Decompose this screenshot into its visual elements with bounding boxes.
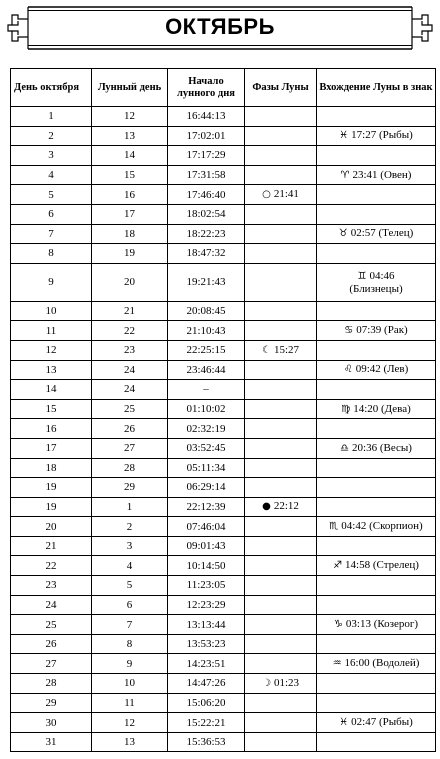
page-title: ОКТЯБРЬ bbox=[165, 14, 275, 39]
cell-sign bbox=[317, 615, 436, 635]
cell-phase bbox=[245, 204, 317, 224]
cell-start: 22:25:15 bbox=[168, 340, 245, 360]
table-row bbox=[11, 340, 436, 360]
cell-lunar-day: 6 bbox=[92, 595, 168, 615]
table-row bbox=[11, 146, 436, 166]
cell-lunar-day: 8 bbox=[92, 634, 168, 654]
table-row bbox=[11, 595, 436, 615]
cell-lunar-day: 1 bbox=[92, 497, 168, 517]
cell-lunar-day: 7 bbox=[92, 615, 168, 635]
cell-phase bbox=[245, 458, 317, 478]
cell-day: 11 bbox=[11, 321, 92, 341]
sign-text: 14:20 (Дева) bbox=[353, 402, 411, 415]
cell-sign bbox=[317, 713, 436, 733]
zodiac-icon: ♏ bbox=[329, 521, 339, 533]
cell-phase bbox=[245, 301, 317, 321]
cell-sign bbox=[317, 185, 436, 205]
cell-lunar-day: 19 bbox=[92, 244, 168, 264]
table-row bbox=[11, 419, 436, 439]
cell-lunar-day: 20 bbox=[92, 263, 168, 301]
cell-sign bbox=[317, 146, 436, 166]
cell-phase bbox=[245, 615, 317, 635]
cell-phase bbox=[245, 732, 317, 752]
phase-time: 15:27 bbox=[273, 343, 300, 356]
table-row bbox=[11, 107, 436, 127]
header-lunar-day: Лунный день bbox=[92, 69, 168, 107]
cell-day: 21 bbox=[11, 536, 92, 556]
cell-day: 1 bbox=[11, 107, 92, 127]
cell-start: 12:23:29 bbox=[168, 595, 245, 615]
cell-start: 14:47:26 bbox=[168, 674, 245, 694]
moon-phase-icon: ○ bbox=[262, 189, 271, 201]
cell-phase bbox=[245, 146, 317, 166]
cell-phase bbox=[245, 517, 317, 537]
sign-text-line2: (Близнецы) bbox=[349, 282, 403, 295]
cell-day: 8 bbox=[11, 244, 92, 264]
table-row bbox=[11, 536, 436, 556]
cell-day: 7 bbox=[11, 224, 92, 244]
cell-phase bbox=[245, 595, 317, 615]
table-row bbox=[11, 517, 436, 537]
cell-start: 15:36:53 bbox=[168, 732, 245, 752]
cell-start: 11:23:05 bbox=[168, 576, 245, 596]
table-row bbox=[11, 693, 436, 713]
cell-day: 20 bbox=[11, 517, 92, 537]
sign-text: 07:39 (Рак) bbox=[356, 324, 408, 337]
cell-start: 02:32:19 bbox=[168, 419, 245, 439]
cell-sign bbox=[317, 165, 436, 185]
table-row bbox=[11, 380, 436, 400]
cell-start: 19:21:43 bbox=[168, 263, 245, 301]
table-row bbox=[11, 185, 436, 205]
cell-day: 14 bbox=[11, 380, 92, 400]
cell-day: 28 bbox=[11, 674, 92, 694]
cell-sign bbox=[317, 556, 436, 576]
table-row bbox=[11, 301, 436, 321]
cell-start: 09:01:43 bbox=[168, 536, 245, 556]
cell-start: 17:31:58 bbox=[168, 165, 245, 185]
zodiac-icon: ♈ bbox=[340, 169, 350, 181]
table-row bbox=[11, 224, 436, 244]
cell-day: 5 bbox=[11, 185, 92, 205]
cell-phase bbox=[245, 634, 317, 654]
cell-day: 23 bbox=[11, 576, 92, 596]
cell-phase bbox=[245, 713, 317, 733]
cell-day: 24 bbox=[11, 595, 92, 615]
phase-time: 22:12 bbox=[273, 500, 299, 513]
cell-phase bbox=[245, 340, 317, 360]
zodiac-icon: ♌ bbox=[343, 364, 353, 376]
cell-sign bbox=[317, 478, 436, 498]
cell-lunar-day: 24 bbox=[92, 380, 168, 400]
sign-text: 04:42 (Скорпион) bbox=[341, 520, 423, 533]
cell-lunar-day: 21 bbox=[92, 301, 168, 321]
cell-lunar-day: 2 bbox=[92, 517, 168, 537]
cell-day: 6 bbox=[11, 204, 92, 224]
cell-phase bbox=[245, 224, 317, 244]
cell-start: 06:29:14 bbox=[168, 478, 245, 498]
cell-lunar-day: 12 bbox=[92, 713, 168, 733]
cell-start: 17:46:40 bbox=[168, 185, 245, 205]
cell-sign bbox=[317, 419, 436, 439]
moon-phase-icon: ● bbox=[262, 501, 271, 513]
header-phase: Фазы Луны bbox=[245, 69, 317, 107]
cell-sign bbox=[317, 224, 436, 244]
cell-start: 15:22:21 bbox=[168, 713, 245, 733]
cell-day: 30 bbox=[11, 713, 92, 733]
zodiac-icon: ♑ bbox=[333, 619, 343, 631]
cell-lunar-day: 16 bbox=[92, 185, 168, 205]
cell-day: 29 bbox=[11, 693, 92, 713]
zodiac-icon: ♐ bbox=[333, 560, 343, 572]
cell-start: 18:22:23 bbox=[168, 224, 245, 244]
cell-start: 18:02:54 bbox=[168, 204, 245, 224]
table-row bbox=[11, 497, 436, 517]
table-row bbox=[11, 360, 436, 380]
cell-day: 26 bbox=[11, 634, 92, 654]
zodiac-icon: ♉ bbox=[338, 228, 348, 240]
table-row bbox=[11, 458, 436, 478]
table-row bbox=[11, 576, 436, 596]
header-start: Начало лунного дня bbox=[168, 69, 245, 107]
cell-phase bbox=[245, 654, 317, 674]
sign-text: 14:58 (Стрелец) bbox=[345, 559, 419, 572]
lunar-calendar-table bbox=[10, 68, 436, 752]
table-row bbox=[11, 556, 436, 576]
cell-phase bbox=[245, 263, 317, 301]
cell-sign bbox=[317, 497, 436, 517]
table-row bbox=[11, 674, 436, 694]
cell-lunar-day: 5 bbox=[92, 576, 168, 596]
cell-day: 22 bbox=[11, 556, 92, 576]
cell-lunar-day: 14 bbox=[92, 146, 168, 166]
table-row bbox=[11, 321, 436, 341]
header-day: День октября bbox=[11, 69, 92, 107]
table-row bbox=[11, 732, 436, 752]
cell-phase bbox=[245, 165, 317, 185]
cell-start: 23:46:44 bbox=[168, 360, 245, 380]
cell-sign bbox=[317, 360, 436, 380]
cell-start: 07:46:04 bbox=[168, 517, 245, 537]
cell-phase bbox=[245, 497, 317, 517]
cell-sign bbox=[317, 654, 436, 674]
moon-phase-icon: ☾ bbox=[261, 344, 271, 356]
phase-time: 21:41 bbox=[273, 188, 299, 201]
cell-day: 3 bbox=[11, 146, 92, 166]
table-header-row bbox=[11, 69, 436, 107]
cell-lunar-day: 4 bbox=[92, 556, 168, 576]
cell-sign bbox=[317, 732, 436, 752]
zodiac-icon: ♎ bbox=[340, 442, 350, 454]
cell-sign bbox=[317, 321, 436, 341]
cell-lunar-day: 23 bbox=[92, 340, 168, 360]
table-row bbox=[11, 263, 436, 301]
header-sign: Вхождение Луны в знак bbox=[317, 69, 436, 107]
cell-lunar-day: 10 bbox=[92, 674, 168, 694]
cell-start: 05:11:34 bbox=[168, 458, 245, 478]
cell-lunar-day: 17 bbox=[92, 204, 168, 224]
cell-phase bbox=[245, 556, 317, 576]
cell-lunar-day: 13 bbox=[92, 732, 168, 752]
sign-text: 17:27 (Рыбы) bbox=[351, 129, 413, 142]
zodiac-icon: ♓ bbox=[339, 717, 349, 729]
table-row bbox=[11, 615, 436, 635]
cell-sign bbox=[317, 399, 436, 419]
cell-start: 10:14:50 bbox=[168, 556, 245, 576]
sign-text: 16:00 (Водолей) bbox=[344, 657, 420, 670]
cell-start: 13:53:23 bbox=[168, 634, 245, 654]
cell-phase bbox=[245, 244, 317, 264]
cell-sign bbox=[317, 674, 436, 694]
table-row bbox=[11, 478, 436, 498]
zodiac-icon: ♒ bbox=[332, 658, 342, 670]
table-row bbox=[11, 165, 436, 185]
cell-sign bbox=[317, 693, 436, 713]
cell-sign bbox=[317, 204, 436, 224]
cell-day: 15 bbox=[11, 399, 92, 419]
cell-lunar-day: 12 bbox=[92, 107, 168, 127]
cell-sign bbox=[317, 536, 436, 556]
cell-start: 17:17:29 bbox=[168, 146, 245, 166]
cell-day: 27 bbox=[11, 654, 92, 674]
cell-lunar-day: 3 bbox=[92, 536, 168, 556]
cell-phase bbox=[245, 438, 317, 458]
sign-text: 23:41 (Овен) bbox=[352, 168, 412, 181]
cell-start: 18:47:32 bbox=[168, 244, 245, 264]
title-banner bbox=[6, 5, 434, 51]
sign-text: 02:57 (Телец) bbox=[350, 227, 414, 240]
zodiac-icon: ♊ bbox=[357, 270, 367, 282]
cell-day: 13 bbox=[11, 360, 92, 380]
table-row bbox=[11, 244, 436, 264]
sign-text: 04:46 bbox=[369, 269, 395, 282]
cell-lunar-day: 11 bbox=[92, 693, 168, 713]
cell-lunar-day: 25 bbox=[92, 399, 168, 419]
cell-day: 19 bbox=[11, 497, 92, 517]
cell-phase bbox=[245, 693, 317, 713]
cell-day: 25 bbox=[11, 615, 92, 635]
sign-text: 02:47 (Рыбы) bbox=[351, 716, 413, 729]
cell-sign bbox=[317, 517, 436, 537]
cell-sign bbox=[317, 107, 436, 127]
cell-day: 12 bbox=[11, 340, 92, 360]
cell-phase bbox=[245, 380, 317, 400]
cell-sign bbox=[317, 595, 436, 615]
cell-sign bbox=[317, 458, 436, 478]
cell-phase bbox=[245, 126, 317, 146]
cell-sign bbox=[317, 263, 436, 301]
cell-phase bbox=[245, 399, 317, 419]
table-row bbox=[11, 713, 436, 733]
cell-start: 21:10:43 bbox=[168, 321, 245, 341]
cell-phase bbox=[245, 674, 317, 694]
phase-time: 01:23 bbox=[273, 676, 300, 689]
cell-lunar-day: 28 bbox=[92, 458, 168, 478]
sign-text: 20:36 (Весы) bbox=[352, 441, 412, 454]
cell-day: 31 bbox=[11, 732, 92, 752]
cell-lunar-day: 22 bbox=[92, 321, 168, 341]
cell-day: 9 bbox=[11, 263, 92, 301]
zodiac-icon: ♓ bbox=[339, 130, 349, 142]
cell-phase bbox=[245, 478, 317, 498]
cell-lunar-day: 26 bbox=[92, 419, 168, 439]
cell-phase bbox=[245, 419, 317, 439]
cell-sign bbox=[317, 244, 436, 264]
cell-start: 16:44:13 bbox=[168, 107, 245, 127]
cell-day: 18 bbox=[11, 458, 92, 478]
cell-start: 20:08:45 bbox=[168, 301, 245, 321]
cell-day: 2 bbox=[11, 126, 92, 146]
cell-day: 17 bbox=[11, 438, 92, 458]
cell-phase bbox=[245, 536, 317, 556]
cell-lunar-day: 24 bbox=[92, 360, 168, 380]
sign-text: 09:42 (Лев) bbox=[355, 363, 409, 376]
cell-start: 13:13:44 bbox=[168, 615, 245, 635]
moon-phase-icon: ☽ bbox=[261, 677, 271, 689]
cell-start: 17:02:01 bbox=[168, 126, 245, 146]
cell-lunar-day: 27 bbox=[92, 438, 168, 458]
cell-sign bbox=[317, 340, 436, 360]
cell-phase bbox=[245, 107, 317, 127]
cell-lunar-day: 13 bbox=[92, 126, 168, 146]
cell-lunar-day: 29 bbox=[92, 478, 168, 498]
sign-text: 03:13 (Козерог) bbox=[345, 618, 419, 631]
cell-sign bbox=[317, 301, 436, 321]
cell-sign bbox=[317, 634, 436, 654]
cell-sign bbox=[317, 576, 436, 596]
cell-start: 14:23:51 bbox=[168, 654, 245, 674]
cell-phase bbox=[245, 576, 317, 596]
cell-start: 03:52:45 bbox=[168, 438, 245, 458]
table-row bbox=[11, 438, 436, 458]
zodiac-icon: ♋ bbox=[344, 325, 354, 337]
cell-start: 01:10:02 bbox=[168, 399, 245, 419]
cell-phase bbox=[245, 360, 317, 380]
table-row bbox=[11, 634, 436, 654]
cell-sign bbox=[317, 126, 436, 146]
zodiac-icon: ♍ bbox=[341, 403, 351, 415]
cell-sign bbox=[317, 380, 436, 400]
cell-start: 22:12:39 bbox=[168, 497, 245, 517]
cell-day: 19 bbox=[11, 478, 92, 498]
cell-start: – bbox=[168, 380, 245, 400]
cell-day: 4 bbox=[11, 165, 92, 185]
cell-lunar-day: 15 bbox=[92, 165, 168, 185]
cell-phase bbox=[245, 321, 317, 341]
cell-start: 15:06:20 bbox=[168, 693, 245, 713]
cell-sign bbox=[317, 438, 436, 458]
table-row bbox=[11, 204, 436, 224]
table-row bbox=[11, 399, 436, 419]
cell-lunar-day: 9 bbox=[92, 654, 168, 674]
cell-day: 16 bbox=[11, 419, 92, 439]
cell-phase bbox=[245, 185, 317, 205]
table-row bbox=[11, 126, 436, 146]
cell-day: 10 bbox=[11, 301, 92, 321]
table-row bbox=[11, 654, 436, 674]
cell-lunar-day: 18 bbox=[92, 224, 168, 244]
